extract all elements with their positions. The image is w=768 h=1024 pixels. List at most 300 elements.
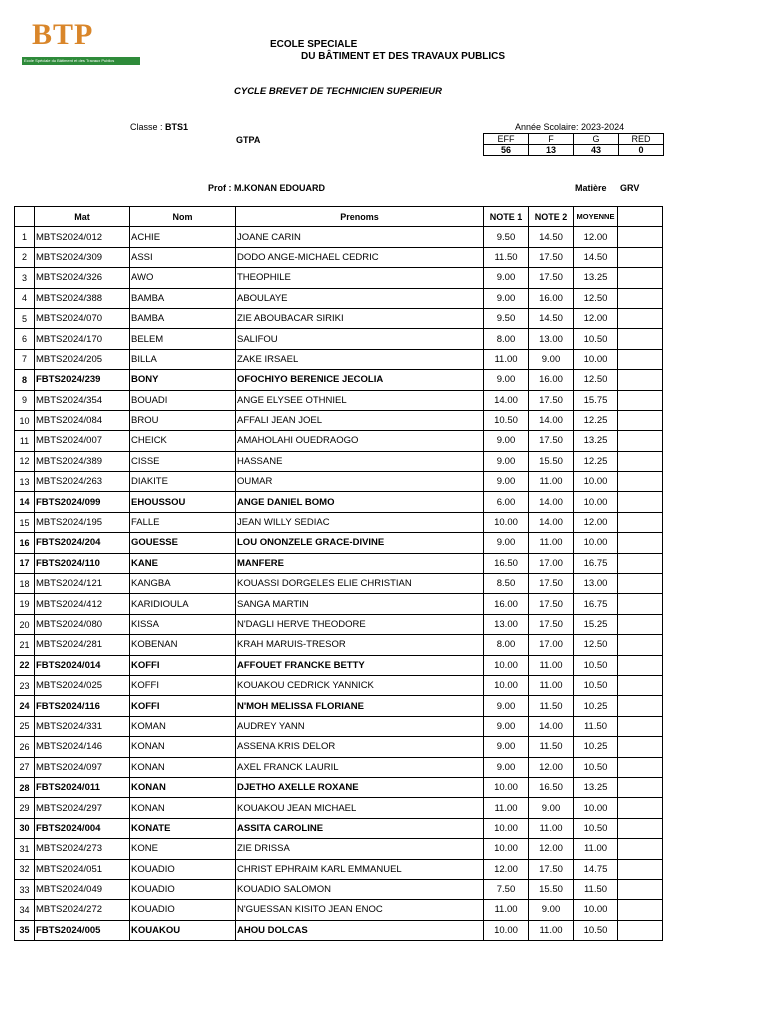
row-note2: 15.50 — [529, 451, 574, 471]
cycle-title: CYCLE BREVET DE TECHNICIEN SUPERIEUR — [234, 86, 442, 97]
row-extra — [618, 696, 663, 716]
table-body — [15, 227, 663, 941]
row-extra — [618, 818, 663, 838]
row-note1: 10.00 — [484, 839, 529, 859]
row-nom: BILLA — [130, 349, 236, 369]
table-row — [15, 614, 663, 634]
col-header-index — [15, 207, 35, 227]
filiere-label: GTPA — [236, 135, 261, 145]
row-moyenne: 10.50 — [574, 655, 618, 675]
row-note2: 17.50 — [529, 594, 574, 614]
row-note1: 10.00 — [484, 512, 529, 532]
table-row — [15, 431, 663, 451]
row-note1: 10.00 — [484, 655, 529, 675]
row-mat: FBTS2024/099 — [35, 492, 130, 512]
subject-label: Matière — [575, 183, 607, 193]
row-note1: 16.50 — [484, 553, 529, 573]
row-note1: 12.00 — [484, 859, 529, 879]
table-row — [15, 492, 663, 512]
row-mat: MBTS2024/146 — [35, 737, 130, 757]
row-note1: 10.50 — [484, 410, 529, 430]
row-note2: 9.00 — [529, 798, 574, 818]
row-index: 30 — [15, 818, 35, 838]
row-nom: BROU — [130, 410, 236, 430]
row-nom: BAMBA — [130, 308, 236, 328]
classe-value: BTS1 — [165, 122, 189, 132]
row-nom: CHEICK — [130, 431, 236, 451]
row-mat: MBTS2024/170 — [35, 329, 130, 349]
row-extra — [618, 247, 663, 267]
row-mat: MBTS2024/007 — [35, 431, 130, 451]
row-note1: 9.00 — [484, 288, 529, 308]
row-index: 21 — [15, 635, 35, 655]
stats-value-red: 0 — [619, 145, 664, 156]
row-note2: 9.00 — [529, 900, 574, 920]
row-mat: MBTS2024/272 — [35, 900, 130, 920]
row-note2: 12.00 — [529, 839, 574, 859]
row-mat: MBTS2024/297 — [35, 798, 130, 818]
row-note1: 8.50 — [484, 574, 529, 594]
row-extra — [618, 492, 663, 512]
row-extra — [618, 839, 663, 859]
row-nom: KOUAKOU — [130, 920, 236, 940]
row-note1: 10.00 — [484, 818, 529, 838]
table-row — [15, 737, 663, 757]
classe-field — [130, 122, 188, 132]
row-nom: BOUADI — [130, 390, 236, 410]
row-prenoms: ANGE ELYSEE OTHNIEL — [236, 390, 484, 410]
row-nom: KOFFI — [130, 655, 236, 675]
table-row — [15, 900, 663, 920]
row-mat: MBTS2024/084 — [35, 410, 130, 430]
row-mat: FBTS2024/004 — [35, 818, 130, 838]
table-row — [15, 716, 663, 736]
row-index: 24 — [15, 696, 35, 716]
teacher-name: Prof : M.KONAN EDOUARD — [208, 183, 325, 193]
row-mat: MBTS2024/331 — [35, 716, 130, 736]
row-nom: BAMBA — [130, 288, 236, 308]
row-note2: 17.00 — [529, 553, 574, 573]
table-row — [15, 390, 663, 410]
row-prenoms: SANGA MARTIN — [236, 594, 484, 614]
row-index: 27 — [15, 757, 35, 777]
row-prenoms: ZIE DRISSA — [236, 839, 484, 859]
row-prenoms: N'DAGLI HERVE THEODORE — [236, 614, 484, 634]
row-extra — [618, 451, 663, 471]
row-note2: 14.00 — [529, 410, 574, 430]
row-moyenne: 10.50 — [574, 675, 618, 695]
row-prenoms: KRAH MARUIS-TRESOR — [236, 635, 484, 655]
row-mat: FBTS2024/005 — [35, 920, 130, 940]
row-note2: 17.50 — [529, 859, 574, 879]
row-prenoms: CHRIST EPHRAIM KARL EMMANUEL — [236, 859, 484, 879]
row-note1: 13.00 — [484, 614, 529, 634]
row-note2: 16.50 — [529, 777, 574, 797]
stats-value-g: 43 — [574, 145, 619, 156]
row-index: 23 — [15, 675, 35, 695]
row-moyenne: 15.75 — [574, 390, 618, 410]
row-index: 7 — [15, 349, 35, 369]
col-header-note2: NOTE 2 — [529, 207, 574, 227]
row-moyenne: 12.00 — [574, 308, 618, 328]
row-mat: MBTS2024/025 — [35, 675, 130, 695]
row-nom: KONE — [130, 839, 236, 859]
row-nom: KOMAN — [130, 716, 236, 736]
row-moyenne: 10.00 — [574, 472, 618, 492]
table-row — [15, 533, 663, 553]
row-note1: 9.00 — [484, 268, 529, 288]
row-note2: 17.00 — [529, 635, 574, 655]
row-extra — [618, 757, 663, 777]
row-extra — [618, 614, 663, 634]
row-moyenne: 16.75 — [574, 553, 618, 573]
table-row — [15, 594, 663, 614]
row-index: 33 — [15, 879, 35, 899]
row-note1: 11.00 — [484, 798, 529, 818]
row-prenoms: SALIFOU — [236, 329, 484, 349]
row-index: 10 — [15, 410, 35, 430]
row-mat: MBTS2024/281 — [35, 635, 130, 655]
row-note1: 9.00 — [484, 696, 529, 716]
table-row — [15, 288, 663, 308]
row-index: 12 — [15, 451, 35, 471]
row-mat: MBTS2024/388 — [35, 288, 130, 308]
row-note2: 14.00 — [529, 512, 574, 532]
table-row — [15, 798, 663, 818]
row-moyenne: 10.25 — [574, 696, 618, 716]
row-mat: MBTS2024/070 — [35, 308, 130, 328]
row-mat: FBTS2024/204 — [35, 533, 130, 553]
row-moyenne: 10.25 — [574, 737, 618, 757]
row-nom: KISSA — [130, 614, 236, 634]
table-row — [15, 859, 663, 879]
row-nom: KONAN — [130, 737, 236, 757]
row-note2: 14.50 — [529, 308, 574, 328]
row-moyenne: 11.50 — [574, 879, 618, 899]
row-nom: FALLE — [130, 512, 236, 532]
logo-subtitle: Ecole Spéciale du Bâtiment et des Travaux Publics — [24, 58, 115, 63]
row-index: 5 — [15, 308, 35, 328]
row-moyenne: 15.25 — [574, 614, 618, 634]
row-mat: FBTS2024/011 — [35, 777, 130, 797]
row-extra — [618, 268, 663, 288]
col-header-extra — [618, 207, 663, 227]
row-prenoms: MANFERE — [236, 553, 484, 573]
row-note2: 9.00 — [529, 349, 574, 369]
row-mat: FBTS2024/116 — [35, 696, 130, 716]
row-note1: 9.00 — [484, 370, 529, 390]
row-prenoms: AFFALI JEAN JOEL — [236, 410, 484, 430]
col-header-prenoms: Prenoms — [236, 207, 484, 227]
row-extra — [618, 390, 663, 410]
row-mat: MBTS2024/097 — [35, 757, 130, 777]
row-note1: 10.00 — [484, 675, 529, 695]
row-index: 17 — [15, 553, 35, 573]
table-row — [15, 553, 663, 573]
row-extra — [618, 737, 663, 757]
row-mat: FBTS2024/239 — [35, 370, 130, 390]
row-extra — [618, 635, 663, 655]
row-mat: MBTS2024/205 — [35, 349, 130, 369]
row-note2: 17.50 — [529, 247, 574, 267]
stats-value-eff: 56 — [484, 145, 529, 156]
school-name-line2: DU BÂTIMENT ET DES TRAVAUX PUBLICS — [301, 51, 506, 62]
row-prenoms: JOANE CARIN — [236, 227, 484, 247]
row-extra — [618, 410, 663, 430]
row-nom: KANGBA — [130, 574, 236, 594]
row-extra — [618, 716, 663, 736]
row-prenoms: ABOULAYE — [236, 288, 484, 308]
row-index: 22 — [15, 655, 35, 675]
row-index: 9 — [15, 390, 35, 410]
row-moyenne: 11.50 — [574, 716, 618, 736]
row-note2: 11.00 — [529, 655, 574, 675]
row-index: 19 — [15, 594, 35, 614]
row-extra — [618, 431, 663, 451]
school-name-line1: ECOLE SPECIALE — [270, 39, 358, 50]
row-note2: 11.00 — [529, 920, 574, 940]
row-mat: MBTS2024/012 — [35, 227, 130, 247]
row-mat: MBTS2024/326 — [35, 268, 130, 288]
row-prenoms: ZAKE IRSAEL — [236, 349, 484, 369]
row-moyenne: 10.50 — [574, 757, 618, 777]
row-nom: BONY — [130, 370, 236, 390]
row-note2: 13.00 — [529, 329, 574, 349]
row-moyenne: 14.75 — [574, 859, 618, 879]
row-prenoms: N'MOH MELISSA FLORIANE — [236, 696, 484, 716]
row-note1: 9.00 — [484, 757, 529, 777]
row-note2: 15.50 — [529, 879, 574, 899]
table-row — [15, 818, 663, 838]
row-prenoms: AMAHOLAHI OUEDRAOGO — [236, 431, 484, 451]
row-note1: 9.00 — [484, 533, 529, 553]
table-row — [15, 879, 663, 899]
stats-header-g: G — [574, 134, 619, 145]
row-nom: KONAN — [130, 777, 236, 797]
row-index: 29 — [15, 798, 35, 818]
row-index: 15 — [15, 512, 35, 532]
row-moyenne: 10.00 — [574, 349, 618, 369]
row-note1: 9.50 — [484, 308, 529, 328]
row-index: 14 — [15, 492, 35, 512]
table-row — [15, 635, 663, 655]
row-note2: 11.50 — [529, 696, 574, 716]
row-note2: 12.00 — [529, 757, 574, 777]
row-prenoms: AHOU DOLCAS — [236, 920, 484, 940]
row-nom: KONATE — [130, 818, 236, 838]
row-mat: MBTS2024/049 — [35, 879, 130, 899]
table-row — [15, 512, 663, 532]
row-note1: 16.00 — [484, 594, 529, 614]
row-index: 6 — [15, 329, 35, 349]
row-index: 26 — [15, 737, 35, 757]
row-prenoms: AFFOUET FRANCKE BETTY — [236, 655, 484, 675]
row-nom: KANE — [130, 553, 236, 573]
row-note2: 11.00 — [529, 533, 574, 553]
row-nom: AWO — [130, 268, 236, 288]
table-row — [15, 370, 663, 390]
row-moyenne: 10.00 — [574, 492, 618, 512]
row-note1: 9.00 — [484, 716, 529, 736]
row-moyenne: 12.25 — [574, 410, 618, 430]
row-mat: FBTS2024/110 — [35, 553, 130, 573]
grades-table — [14, 206, 663, 941]
row-note1: 9.00 — [484, 451, 529, 471]
row-index: 11 — [15, 431, 35, 451]
row-index: 1 — [15, 227, 35, 247]
row-nom: KARIDIOULA — [130, 594, 236, 614]
row-note1: 14.00 — [484, 390, 529, 410]
school-year: Année Scolaire: 2023-2024 — [515, 122, 625, 132]
row-index: 35 — [15, 920, 35, 940]
row-extra — [618, 777, 663, 797]
logo-letters: BTP — [32, 18, 94, 51]
row-nom: KONAN — [130, 798, 236, 818]
row-index: 13 — [15, 472, 35, 492]
row-mat: MBTS2024/273 — [35, 839, 130, 859]
row-index: 2 — [15, 247, 35, 267]
row-nom: CISSE — [130, 451, 236, 471]
row-nom: GOUESSE — [130, 533, 236, 553]
row-note1: 6.00 — [484, 492, 529, 512]
row-moyenne: 13.25 — [574, 268, 618, 288]
row-extra — [618, 859, 663, 879]
row-note2: 16.00 — [529, 288, 574, 308]
row-moyenne: 13.25 — [574, 431, 618, 451]
row-prenoms: LOU ONONZELE GRACE-DIVINE — [236, 533, 484, 553]
row-prenoms: OUMAR — [236, 472, 484, 492]
row-moyenne: 12.50 — [574, 370, 618, 390]
row-index: 8 — [15, 370, 35, 390]
row-mat: MBTS2024/412 — [35, 594, 130, 614]
row-nom: KOBENAN — [130, 635, 236, 655]
table-row — [15, 472, 663, 492]
row-note2: 14.50 — [529, 227, 574, 247]
row-nom: ASSI — [130, 247, 236, 267]
row-note2: 17.50 — [529, 614, 574, 634]
row-note1: 8.00 — [484, 635, 529, 655]
row-extra — [618, 655, 663, 675]
table-row — [15, 839, 663, 859]
row-extra — [618, 512, 663, 532]
table-row — [15, 757, 663, 777]
row-note2: 11.50 — [529, 737, 574, 757]
row-extra — [618, 288, 663, 308]
row-moyenne: 10.00 — [574, 533, 618, 553]
row-moyenne: 10.00 — [574, 798, 618, 818]
row-note1: 8.00 — [484, 329, 529, 349]
table-row — [15, 777, 663, 797]
row-moyenne: 12.00 — [574, 512, 618, 532]
row-extra — [618, 675, 663, 695]
row-prenoms: KOUADIO SALOMON — [236, 879, 484, 899]
row-index: 16 — [15, 533, 35, 553]
row-index: 3 — [15, 268, 35, 288]
row-prenoms: AUDREY YANN — [236, 716, 484, 736]
row-note2: 11.00 — [529, 818, 574, 838]
table-row — [15, 268, 663, 288]
row-note1: 10.00 — [484, 777, 529, 797]
row-moyenne: 12.50 — [574, 288, 618, 308]
row-moyenne: 10.50 — [574, 920, 618, 940]
row-index: 20 — [15, 614, 35, 634]
row-nom: EHOUSSOU — [130, 492, 236, 512]
row-nom: DIAKITE — [130, 472, 236, 492]
row-prenoms: ASSENA KRIS DELOR — [236, 737, 484, 757]
row-prenoms: KOUAKOU JEAN MICHAEL — [236, 798, 484, 818]
row-moyenne: 11.00 — [574, 839, 618, 859]
row-note2: 17.50 — [529, 268, 574, 288]
row-note2: 14.00 — [529, 716, 574, 736]
row-mat: MBTS2024/121 — [35, 574, 130, 594]
row-moyenne: 12.50 — [574, 635, 618, 655]
classe-label: Classe : — [130, 122, 166, 132]
row-extra — [618, 533, 663, 553]
table-row — [15, 696, 663, 716]
table-row — [15, 410, 663, 430]
row-index: 28 — [15, 777, 35, 797]
row-note1: 11.00 — [484, 349, 529, 369]
row-mat: FBTS2024/014 — [35, 655, 130, 675]
row-moyenne: 10.50 — [574, 329, 618, 349]
col-header-nom: Nom — [130, 207, 236, 227]
row-prenoms: DODO ANGE-MICHAEL CEDRIC — [236, 247, 484, 267]
row-note1: 9.00 — [484, 737, 529, 757]
stats-header-red: RED — [619, 134, 664, 145]
subject-value: GRV — [620, 183, 640, 193]
row-extra — [618, 370, 663, 390]
stats-value-f: 13 — [529, 145, 574, 156]
table-row — [15, 574, 663, 594]
row-extra — [618, 594, 663, 614]
col-header-mat: Mat — [35, 207, 130, 227]
row-nom: KOUADIO — [130, 859, 236, 879]
row-note2: 17.50 — [529, 390, 574, 410]
row-note1: 11.50 — [484, 247, 529, 267]
row-index: 18 — [15, 574, 35, 594]
col-header-moyenne: MOYENNE — [574, 207, 618, 227]
row-index: 32 — [15, 859, 35, 879]
stats-table — [483, 133, 664, 156]
row-extra — [618, 920, 663, 940]
row-moyenne: 12.00 — [574, 227, 618, 247]
row-mat: MBTS2024/309 — [35, 247, 130, 267]
row-prenoms: AXEL FRANCK LAURIL — [236, 757, 484, 777]
table-row — [15, 247, 663, 267]
row-note1: 9.00 — [484, 431, 529, 451]
row-moyenne: 10.50 — [574, 818, 618, 838]
row-prenoms: KOUASSI DORGELES ELIE CHRISTIAN — [236, 574, 484, 594]
row-moyenne: 16.75 — [574, 594, 618, 614]
row-mat: MBTS2024/389 — [35, 451, 130, 471]
row-extra — [618, 308, 663, 328]
row-nom: KOFFI — [130, 696, 236, 716]
row-mat: MBTS2024/263 — [35, 472, 130, 492]
row-moyenne: 14.50 — [574, 247, 618, 267]
table-row — [15, 675, 663, 695]
row-note1: 10.00 — [484, 920, 529, 940]
row-prenoms: ZIE ABOUBACAR SIRIKI — [236, 308, 484, 328]
row-prenoms: ASSITA CAROLINE — [236, 818, 484, 838]
row-moyenne: 12.25 — [574, 451, 618, 471]
row-mat: MBTS2024/051 — [35, 859, 130, 879]
row-moyenne: 13.00 — [574, 574, 618, 594]
row-prenoms: OFOCHIYO BERENICE JECOLIA — [236, 370, 484, 390]
row-note1: 9.00 — [484, 472, 529, 492]
row-prenoms: HASSANE — [236, 451, 484, 471]
table-row — [15, 308, 663, 328]
row-prenoms: KOUAKOU CEDRICK YANNICK — [236, 675, 484, 695]
